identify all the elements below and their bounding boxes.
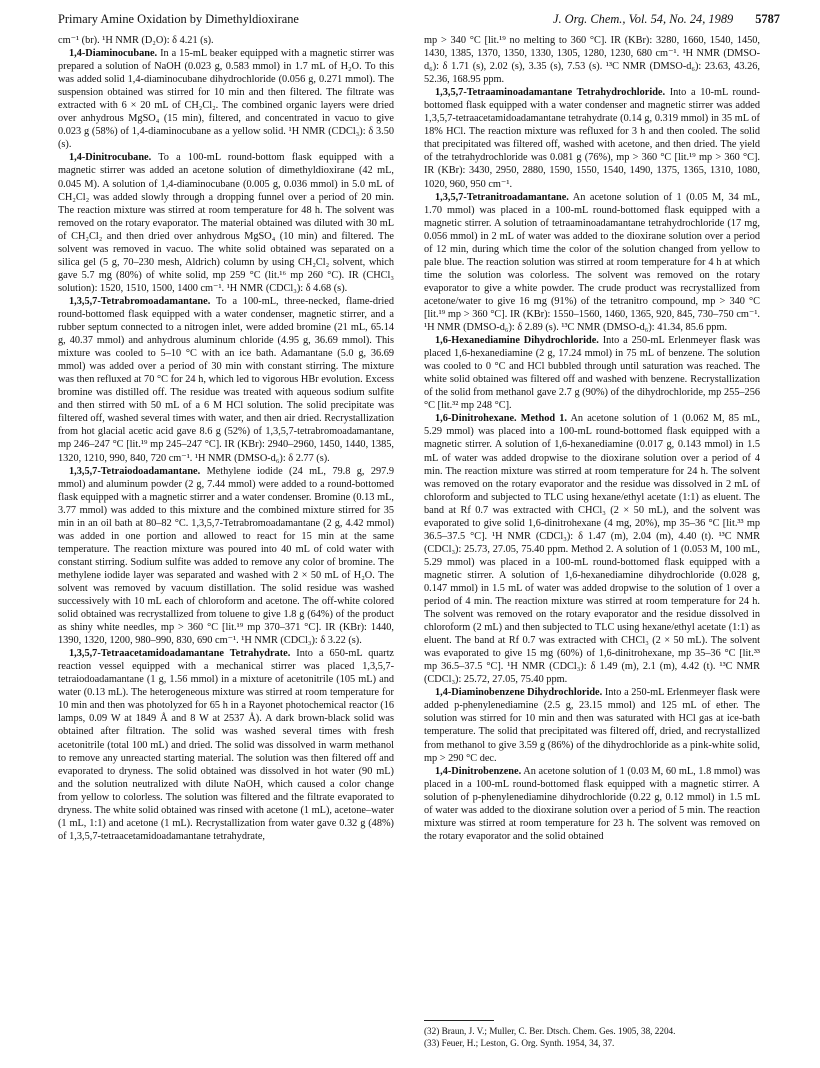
paragraph: 1,4-Dinitrocubane. To a 100-mL round-bottom flask equipped with a magnetic stirrer was added an acetone solution of dimethyldioxirane (42 mL, 0.045 M). A solution of 1,4-diaminocubane (0.005 g, 0.036 mmol) in 5.0 mL of CH₂Cl₂ was added slowly through a dropping funnel over a period of 20 min. The reaction mixture was stirred at room temperature for 48 h. The solvent was removed on the rotary evaporator. The material obtained was diluted with 30 mL of CH₂Cl₂ and then dried over anhydrous MgSO₄ (10 min) and filtered. The solvent was removed in vacuo. The white solid obtained was separated on a silica gel (5 g, 70–230 mesh, Aldrich) column by using CH₂Cl₂ solvent, which gave 5.7 mg (80%) of white solid, mp 259 °C (lit.¹⁶ mp 260 °C). IR (CHCl₃ solution): 1520, 1510, 1500, 1400 cm⁻¹. ¹H NMR (CDCl₃): δ 4.68 (s). — [58, 152, 394, 294]
footnote: (33) Feuer, H.; Leston, G. Org. Synth. 1954, 34, 37. — [424, 1037, 615, 1048]
running-header — [58, 12, 780, 30]
page-number: 5787 — [755, 12, 780, 26]
compound-heading: 1,4-Diaminocubane. — [69, 48, 158, 60]
compound-heading: 1,3,5,7-Tetraacetamidoadamantane Tetrahydrate. — [69, 648, 291, 660]
paragraph: 1,3,5,7-Tetraaminoadamantane Tetrahydrochloride. Into a 10-mL round-bottomed flask equipped with a water condenser and magnetic stirrer was added 1,3,5,7-tetraacetamidoadamantane tetrahydrate (0.14 g, 0.319 mmol) in 35 mL of 18% HCl. The reaction mixture was refluxed for 3 h and then cooled. The solid that precipitated was filtered off, washed with acetone, and then dried. The yield of the tetrahydrochloride was 0.081 g (76%), mp > 360 °C [lit.¹⁹ mp > 360 °C]. IR (KBr): 3430, 2950, 2880, 1590, 1550, 1540, 1490, 1375, 1365, 1310, 1080, 1020, 960, 950 cm⁻¹. — [424, 87, 760, 190]
compound-heading: 1,4-Diaminobenzene Dihydrochloride. — [435, 687, 603, 699]
compound-heading: 1,3,5,7-Tetraaminoadamantane Tetrahydrochloride. — [435, 87, 666, 99]
footnote: (32) Braun, J. V.; Muller, C. Ber. Dtsch. Chem. Ges. 1905, 38, 2204. — [424, 1026, 676, 1036]
compound-heading: 1,6-Dinitrohexane. Method 1. — [435, 413, 567, 425]
paragraph: 1,3,5,7-Tetraiodoadamantane. Methylene iodide (24 mL, 79.8 g, 297.9 mmol) and aluminum powder (2 g, 7.44 mmol) were added to a round-bottomed flask equipped with a magnetic stirrer and a water condenser. Bromine (0.13 mL, 3.77 mmol) was added to this mixture and the combined mixture stirred for 35 min in an oil bath at 80–82 °C. 1,3,5,7-Tetrabromoadamantane (2 g, 4.42 mmol) was added in one portion and allowed to react for 15 min at the same temperature. The reaction mixture was poured into 40 mL of cold water with constant stirring. Sodium sulfite was added to remove any color of bromine. The methylene iodide layer was separated and washed with 2 × 50 mL of H₂O. The solvent was removed by vacuum distillation. The solid residue was washed successively with 10 mL each of chloroform and acetone. The off-white colored solid obtained was recrystallized from toluene to give 1.8 g (64%) of the product as shiny white needles, mp > 360 °C [lit.¹⁹ mp 370–371 °C]. IR (KBr): 1440, 1390, 1320, 1200, 980–990, 830, 690 cm⁻¹. ¹H NMR (CDCl₃): δ 3.22 (s). — [58, 465, 394, 647]
compound-heading: 1,4-Dinitrobenzene. — [435, 765, 522, 777]
running-title: Primary Amine Oxidation by Dimethyldioxirane — [58, 12, 299, 26]
left-column — [58, 34, 394, 843]
compound-heading: 1,3,5,7-Tetranitroadamantane. — [435, 191, 569, 203]
right-column — [424, 34, 760, 843]
paragraph: 1,6-Hexanediamine Dihydrochloride. Into a 250-mL Erlenmeyer flask was placed 1,6-hexanediamine (2 g, 17.24 mmol) in 75 mL of benzene. The solution was cooled to 0 °C and HCl bubbled through until saturation was reached. The white solid obtained was filtered off and washed with benzene. Recrystallization of the solid from methanol gave 2.7 g (90%) of the dihydrochloride, mp 255–256 °C [lit.³² mp 248 °C]. — [424, 335, 760, 412]
paragraph: 1,3,5,7-Tetranitroadamantane. An acetone solution of 1 (0.05 M, 34 mL, 1.70 mmol) was placed in a 100-mL round-bottomed flask equipped with a magnetic stirrer. A solution of tetraaminoadamantane tetrahydrochloride (17 mg, 0.056 mmol) in 2 mL of water was added to the dioxirane solution over a period of 12 min, during which time the color of the solution changed from yellow to pale blue. The reaction solution was stirred at room temperature for 4 h at which time the solution was colorless. The solvent was removed on the rotary evaporator to give a white powder. The crude product was recrystallized from acetone/water to give 16 mg (91%) of the tetranitro compound, mp > 340 °C [lit.¹⁹ mp > 360 °C]. IR (KBr): 1550–1560, 1460, 1365, 920, 845, 730–750 cm⁻¹. ¹H NMR (DMSO-d₆): δ 2.89 (s). ¹³C NMR (DMSO-d₆): 41.34, 85.6 ppm. — [424, 191, 761, 334]
journal-citation: J. Org. Chem., Vol. 54, No. 24, 1989 — [552, 12, 734, 26]
paragraph: 1,4-Diaminocubane. In a 15-mL beaker equipped with a magnetic stirrer was prepared a solution of NaOH (0.023 g, 0.583 mmol) in 1.7 mL of H₂O. To this was added solid 1,4-diaminocubane dihydrochloride (0.056 g, 0.271 mmol). The suspension obtained was stirred for 10 min and then filtered. The filtrate was extracted with 6 × 20 mL of CH₂Cl₂. The combined organic layers were dried over anhydrous MgSO₄ (15 min), filtered, and concentrated in vacuo to give 0.023 g (58%) of 1,4-diaminocubane as a yellow solid. ¹H NMR (CDCl₃): δ 3.50 (s). — [58, 48, 395, 151]
footnotes — [424, 1026, 764, 1049]
footnote-divider — [424, 1020, 494, 1021]
compound-heading: 1,6-Hexanediamine Dihydrochloride. — [435, 335, 599, 347]
compound-heading: 1,4-Dinitrocubane. — [69, 152, 152, 164]
paragraph: 1,3,5,7-Tetraacetamidoadamantane Tetrahydrate. Into a 650-mL quartz reaction vessel equipped with a mechanical stirrer was placed 1,3,5,7-tetraiodoadamantane (1 g, 1.56 mmol) in a mixture of acetonitrile (105 mL) and water (0.13 mL). The heterogeneous mixture was stirred at room temperature for 10 min and then was photolyzed for 65 h in a Rayonet photochemical reactor (16 lamps, 0.09 W at 1849 Å and 8 W at 2537 Å). A dark brown-black solid was obtained after filtration. The solid was washed several times with fresh acetonitrile (total 100 mL) and dried. The solid was dissolved in warm methanol to remove any unreacted starting material. The solution was then filtered off and evaporated to dryness. The solid obtained was dissolved in hot water (90 mL) and the solution neutralized with dilute NaOH, which caused a color change from yellow to colorless. The solution was filtered and the filtrate evaporated to dryness. The white solid obtained was rinsed with acetone (1 mL), acetone–water (1 mL, 1:1) and acetone (1 mL). Recrystallization from water gave 0.32 g (48%) of 1,3,5,7-tetraacetamidoadamantane tetrahydrate, — [58, 648, 394, 842]
paragraph: cm⁻¹ (br). ¹H NMR (D₂O): δ 4.21 (s). — [58, 35, 214, 46]
paragraph: 1,4-Diaminobenzene Dihydrochloride. Into a 250-mL Erlenmeyer flask were added p-phenylenediamine (2.5 g, 23.15 mmol) and 125 mL of ether. The solution was stirred for 10 min and then was saturated with HCl gas at ice-bath temperature. The solid that precipitated was filtered off, dried, and recrystallized from methanol to give 3.59 g (86%) of the dihydrochloride as a pink-white solid, mp > 290 °C dec. — [424, 687, 760, 764]
paragraph: 1,6-Dinitrohexane. Method 1. An acetone solution of 1 (0.062 M, 85 mL, 5.29 mmol) was placed into a 100-mL round-bottomed flask equipped with a magnetic stirrer. A solution of 1,6-hexanediamine (0.017 g, 0.143 mmol) in 1.5 mL of water was added dropwise to the dioxirane solution over a period of 4 min. The reaction mixture was stirred at room temperature for 24 h. The solvent was removed on the rotary evaporator and the residue was dissolved in 2 mL of chloroform and subjected to TLC using hexane/ethyl acetate (1:1) as eluent. The band at Rf 0.7 was extracted with CHCl₃ (2 × 50 mL), and the solvent was evaporated to give solid 1,6-dinitrohexane (4 mg, 20%), mp 35–36 °C [lit.³³ mp 36.5–37.5 °C]. ¹H NMR (CDCl₃): δ 1.47 (m), 2.04 (m), 4.40 (t). ¹³C NMR (CDCl₃): 25.73, 27.05, 75.40 ppm. Method 2. A solution of 1 (0.053 M, 100 mL, 5.29 mmol) was placed in a 100-mL round-bottomed flask equipped with a magnetic stirrer. A solution of 1,6-hexanediamine dihydrochloride (0.028 g, 0.147 mmol) in 1.5 mL of water was added dropwise to the solution of 1 over a period of 4 min. The reaction mixture was stirred at room temperature for 24 h. The solvent was removed on the rotary evaporator and the residue dissolved in chloroform (2 mL) and then subjected to TLC using hexane/ethyl acetate (1:1) as eluent. The band at Rf 0.7 was extracted with CHCl₃ (2 × 50 mL). The solvent was evaporated to give 15 mg (60%) of 1,6-dinitrohexane, mp 35–36 °C [lit.³³ mp 36.5–37.5 °C]. ¹H NMR (CDCl₃): δ 1.49 (m), 2.1 (m), 4.42 (t). ¹³C NMR (CDCl₃): 25.72, 27.05, 75.40 ppm. — [424, 413, 760, 686]
paragraph: mp > 340 °C [lit.¹⁹ no melting to 360 °C]. IR (KBr): 3280, 1660, 1540, 1450, 1430, 1385, 1370, 1350, 1330, 1305, 1280, 1230, 680 cm⁻¹. ¹H NMR (DMSO-d₆): δ 1.71 (s), 2.02 (s), 3.35 (s), 7.53 (s). ¹³C NMR (DMSO-d₆): 23.63, 43.26, 52.36, 168.95 ppm. — [424, 35, 760, 86]
paragraph: 1,4-Dinitrobenzene. An acetone solution of 1 (0.03 M, 60 mL, 1.8 mmol) was placed in a 100-mL round-bottomed flask equipped with a magnetic stirrer. A solution of p-phenylenediamine dihydrochloride (0.22 g, 0.12 mmol) in 1.5 mL of water was added to the dioxirane solution over a period of 5 min. The reaction mixture was stirred at room temperature for 23 h. The solvent was removed on the rotary evaporator and the solid obtained — [424, 765, 760, 842]
compound-heading: 1,3,5,7-Tetrabromoadamantane. — [69, 295, 211, 307]
compound-heading: 1,3,5,7-Tetraiodoadamantane. — [69, 465, 201, 477]
paragraph: 1,3,5,7-Tetrabromoadamantane. To a 100-mL, three-necked, flame-dried round-bottomed flask equipped with a water condenser, magnetic stirrer, and a rubber septum connected to a nitrogen inlet, were added bromine (21 mL, 65.14 g, 40.37 mmol) and anhydrous aluminum chloride (4.95 g, 36.69 mmol). This mixture was cooled to 5–10 °C with an ice bath. Adamantane (5.0 g, 36.69 mmol) was added over a period of 30 min with constant stirring. The mixture was then refluxed at 70 °C for 24 h, which led to vigorous HBr evolution. Excess bromine was distilled off. The residue was treated with aqueous sodium sulfite and then stirred with 50 mL of a 6 M HCl solution. The solid precipitate was filtered off, washed several times with water, and then air dried. Recrystallization from hot glacial acetic acid gave 8.6 g (52%) of 1,3,5,7-tetrabromoadamantane, mp 246–247 °C [lit.¹⁹ mp 245–247 °C]. IR (KBr): 2940–2960, 1450, 1440, 1385, 1320, 1210, 990, 840, 720 cm⁻¹. ¹H NMR (DMSO-d₆): δ 2.77 (s). — [58, 295, 394, 464]
